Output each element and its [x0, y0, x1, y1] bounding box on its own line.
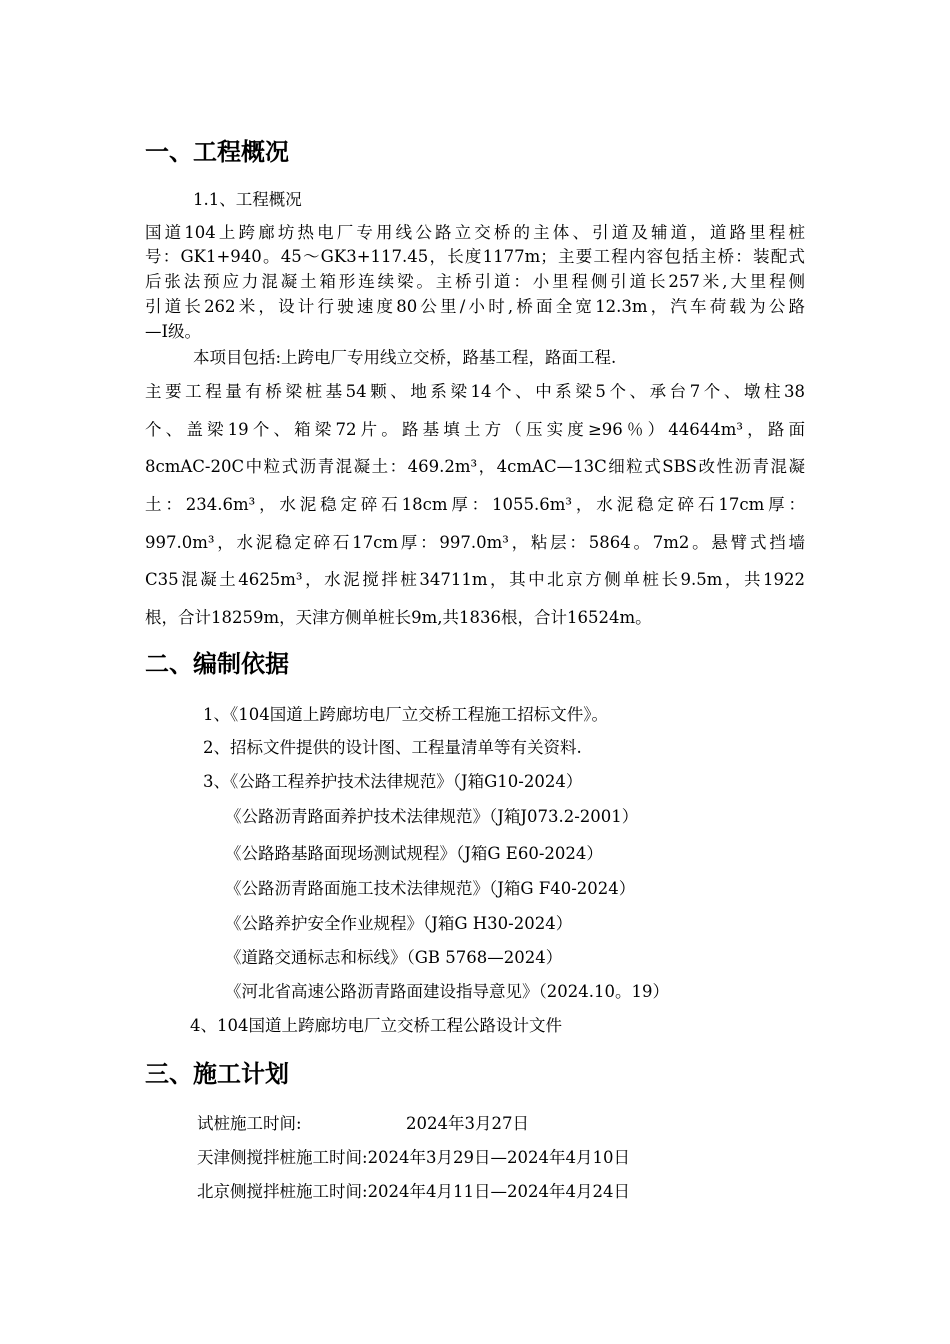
- basis-item-5: 《公路路基路面现场测试规程》（J箱G E60-2024）: [225, 844, 603, 863]
- basis-item-2: 2、招标文件提供的设计图、工程量清单等有关资料.: [203, 738, 582, 757]
- schedule-value: 2024年3月27日: [406, 1114, 529, 1133]
- basis-item-6: 《公路沥青路面施工技术法律规范》（J箱G F40-2024）: [225, 879, 636, 898]
- quantities-line-1: 主要工程量有桥梁桩基54颗、地系梁14个、中系梁5个、承台7个、墩柱38: [145, 382, 805, 401]
- section-1-heading: 一、工程概况: [145, 138, 289, 166]
- basis-item-4: 《公路沥青路面养护技术法律规范》（J箱J073.2-2001）: [225, 807, 639, 826]
- schedule-row-3: [197, 1181, 630, 1203]
- schedule-label: 天津侧搅拌桩施工时间:: [197, 1148, 368, 1167]
- section-3-heading: 三、施工计划: [145, 1060, 289, 1088]
- schedule-value: 2024年3月29日—2024年4月10日: [367, 1148, 631, 1167]
- schedule-row-2: [197, 1147, 630, 1169]
- quantities-line-3: 8cmAC-20C中粒式沥青混凝土：469.2m³，4cmAC—13C细粒式SBS改性沥青混凝: [145, 457, 805, 476]
- quantities-line-7: 根，合计18259m，天津方侧单桩长9m,共1836根，合计16524m。: [145, 608, 652, 627]
- basis-item-9: 《河北省高速公路沥青路面建设指导意见》（2024.10。19）: [225, 982, 669, 1001]
- scope-paragraph: 本项目包括:上跨电厂专用线立交桥，路基工程，路面工程.: [193, 348, 617, 367]
- section-1-subheading: 1.1、工程概况: [193, 190, 302, 209]
- quantities-line-5: 997.0m³，水泥稳定碎石17cm厚：997.0m³，粘层：5864。7m2。悬臂式挡墙: [145, 533, 805, 552]
- quantities-line-4: 土：234.6m³，水泥稳定碎石18cm厚：1055.6m³，水泥稳定碎石17cm厚：: [145, 495, 805, 514]
- overview-line-4: 引道长262米，设计行驶速度80公里/小时,桥面全宽12.3m，汽车荷载为公路: [145, 297, 805, 316]
- overview-line-2: 号：GK1+940。45～GK3+117.45，长度1177m；主要工程内容包括主桥：装配式: [145, 247, 805, 266]
- overview-line-3: 后张法预应力混凝土箱形连续梁。主桥引道：小里程侧引道长257米,大里程侧: [145, 272, 805, 291]
- schedule-label: 北京侧搅拌桩施工时间:: [197, 1182, 368, 1201]
- schedule-label: 试桩施工时间:: [197, 1114, 302, 1133]
- overview-line-5: —Ⅰ级。: [145, 322, 202, 341]
- basis-item-3: 3、《公路工程养护技术法律规范》（J箱G10-2024）: [203, 772, 583, 791]
- basis-item-7: 《公路养护安全作业规程》（J箱G H30-2024）: [225, 914, 573, 933]
- quantities-line-2: 个、盖梁19个、箱梁72片。路基填土方（压实度≥96％）44644m³，路面: [145, 420, 805, 439]
- overview-line-1: 国道104上跨廊坊热电厂专用线公路立交桥的主体、引道及辅道，道路里程桩: [145, 223, 805, 242]
- basis-item-8: 《道路交通标志和标线》（GB 5768—2024）: [225, 948, 563, 967]
- section-2-heading: 二、编制依据: [145, 650, 289, 678]
- quantities-line-6: C35混凝土4625m³，水泥搅拌桩34711m，其中北京方侧单桩长9.5m，共1922: [145, 570, 805, 589]
- schedule-value: 2024年4月11日—2024年4月24日: [367, 1182, 631, 1201]
- basis-item-10: 4、104国道上跨廊坊电厂立交桥工程公路设计文件: [190, 1016, 562, 1035]
- basis-item-1: 1、《104国道上跨廊坊电厂立交桥工程施工招标文件》。: [203, 705, 608, 724]
- schedule-row-1: [197, 1113, 529, 1135]
